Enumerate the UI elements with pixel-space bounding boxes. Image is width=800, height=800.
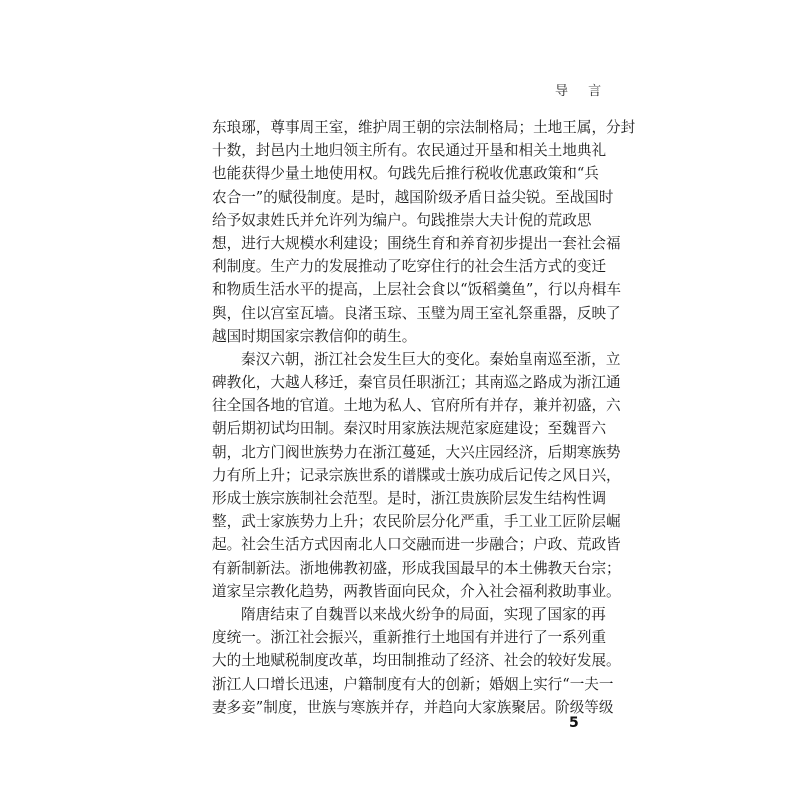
text-line: 利制度。生产力的发展推动了吃穿住行的社会生活方式的变迁 [212,258,607,276]
text-line: 越国时期国家宗教信仰的萌生。 [212,327,417,345]
text-line: 整，武士家族势力上升；农民阶层分化严重，手工业工匠阶层崛 [212,513,621,531]
page-number: 5 [569,715,579,731]
text-line: 秦汉六朝，浙江社会发生巨大的变化。秦始皇南巡至浙，立 [241,350,621,368]
text-line: 想，进行大规模水利建设；围绕生育和养育初步提出一套社会福 [212,234,621,252]
text-line: 十数，封邑内土地归领主所有。农民通过开垦和相关土地典礼 [212,142,607,160]
text-line: 朝，北方门阀世族势力在浙江蔓延，大兴庄园经济，后期寒族势 [212,443,621,461]
running-head: 导 言 [555,84,610,99]
text-line: 度统一。浙江社会振兴，重新推行土地国有并进行了一系列重 [212,629,607,647]
body-text [212,116,636,719]
text-line: 舆，住以宫室瓦墙。良渚玉琮、玉璧为周王室礼祭重器，反映了 [212,304,621,322]
text-line: 妻多妾”制度，世族与寒族并存，并趋向大家族聚居。阶级等级 [212,698,614,716]
text-line: 隋唐结束了自魏晋以来战火纷争的局面，实现了国家的再 [241,605,606,623]
text-line: 农合一”的赋役制度。是时，越国阶级矛盾日益尖锐。至战国时 [212,188,614,206]
text-line: 大的土地赋税制度改革，均田制推动了经济、社会的较好发展。 [212,652,621,670]
text-line: 朝后期初试均田制。秦汉时用家族法规范家庭建设；至魏晋六 [212,420,607,438]
text-line: 有新制新法。浙地佛教初盛，形成我国最早的本土佛教天台宗； [212,559,621,577]
text-line: 东琅琊，尊事周王室，维护周王朝的宗法制格局；土地王属，分封 [212,119,636,136]
text-line: 往全国各地的官道。土地为私人、官府所有并存，兼并初盛，六 [212,397,621,415]
text-line: 力有所上升；记录宗族世系的谱牒或士族功成后记传之风日兴， [212,466,621,484]
text-line: 给予奴隶姓氏并允许列为编户。句践推崇大夫计倪的荒政思 [212,211,592,229]
text-line: 形成士族宗族制社会范型。是时，浙江贵族阶层发生结构性调 [212,490,607,507]
text-line: 浙江人口增长迅速，户籍制度有大的创新；婚姻上实行“一夫一 [212,675,614,693]
text-line: 道家呈宗教化趋势，两教皆面向民众，介入社会福利救助事业。 [212,582,621,600]
text-line: 起。社会生活方式因南北人口交融而进一步融合；户政、荒政皆 [212,536,621,554]
text-line: 也能获得少量土地使用权。句践先后推行税收优惠政策和“兵 [212,165,599,183]
text-line: 和物质生活水平的提高，上层社会食以“饭稻羹鱼”，行以舟楫车 [212,281,621,299]
text-line: 碑教化，大越人移迁，秦官员任职浙江；其南巡之路成为浙江通 [212,374,621,392]
